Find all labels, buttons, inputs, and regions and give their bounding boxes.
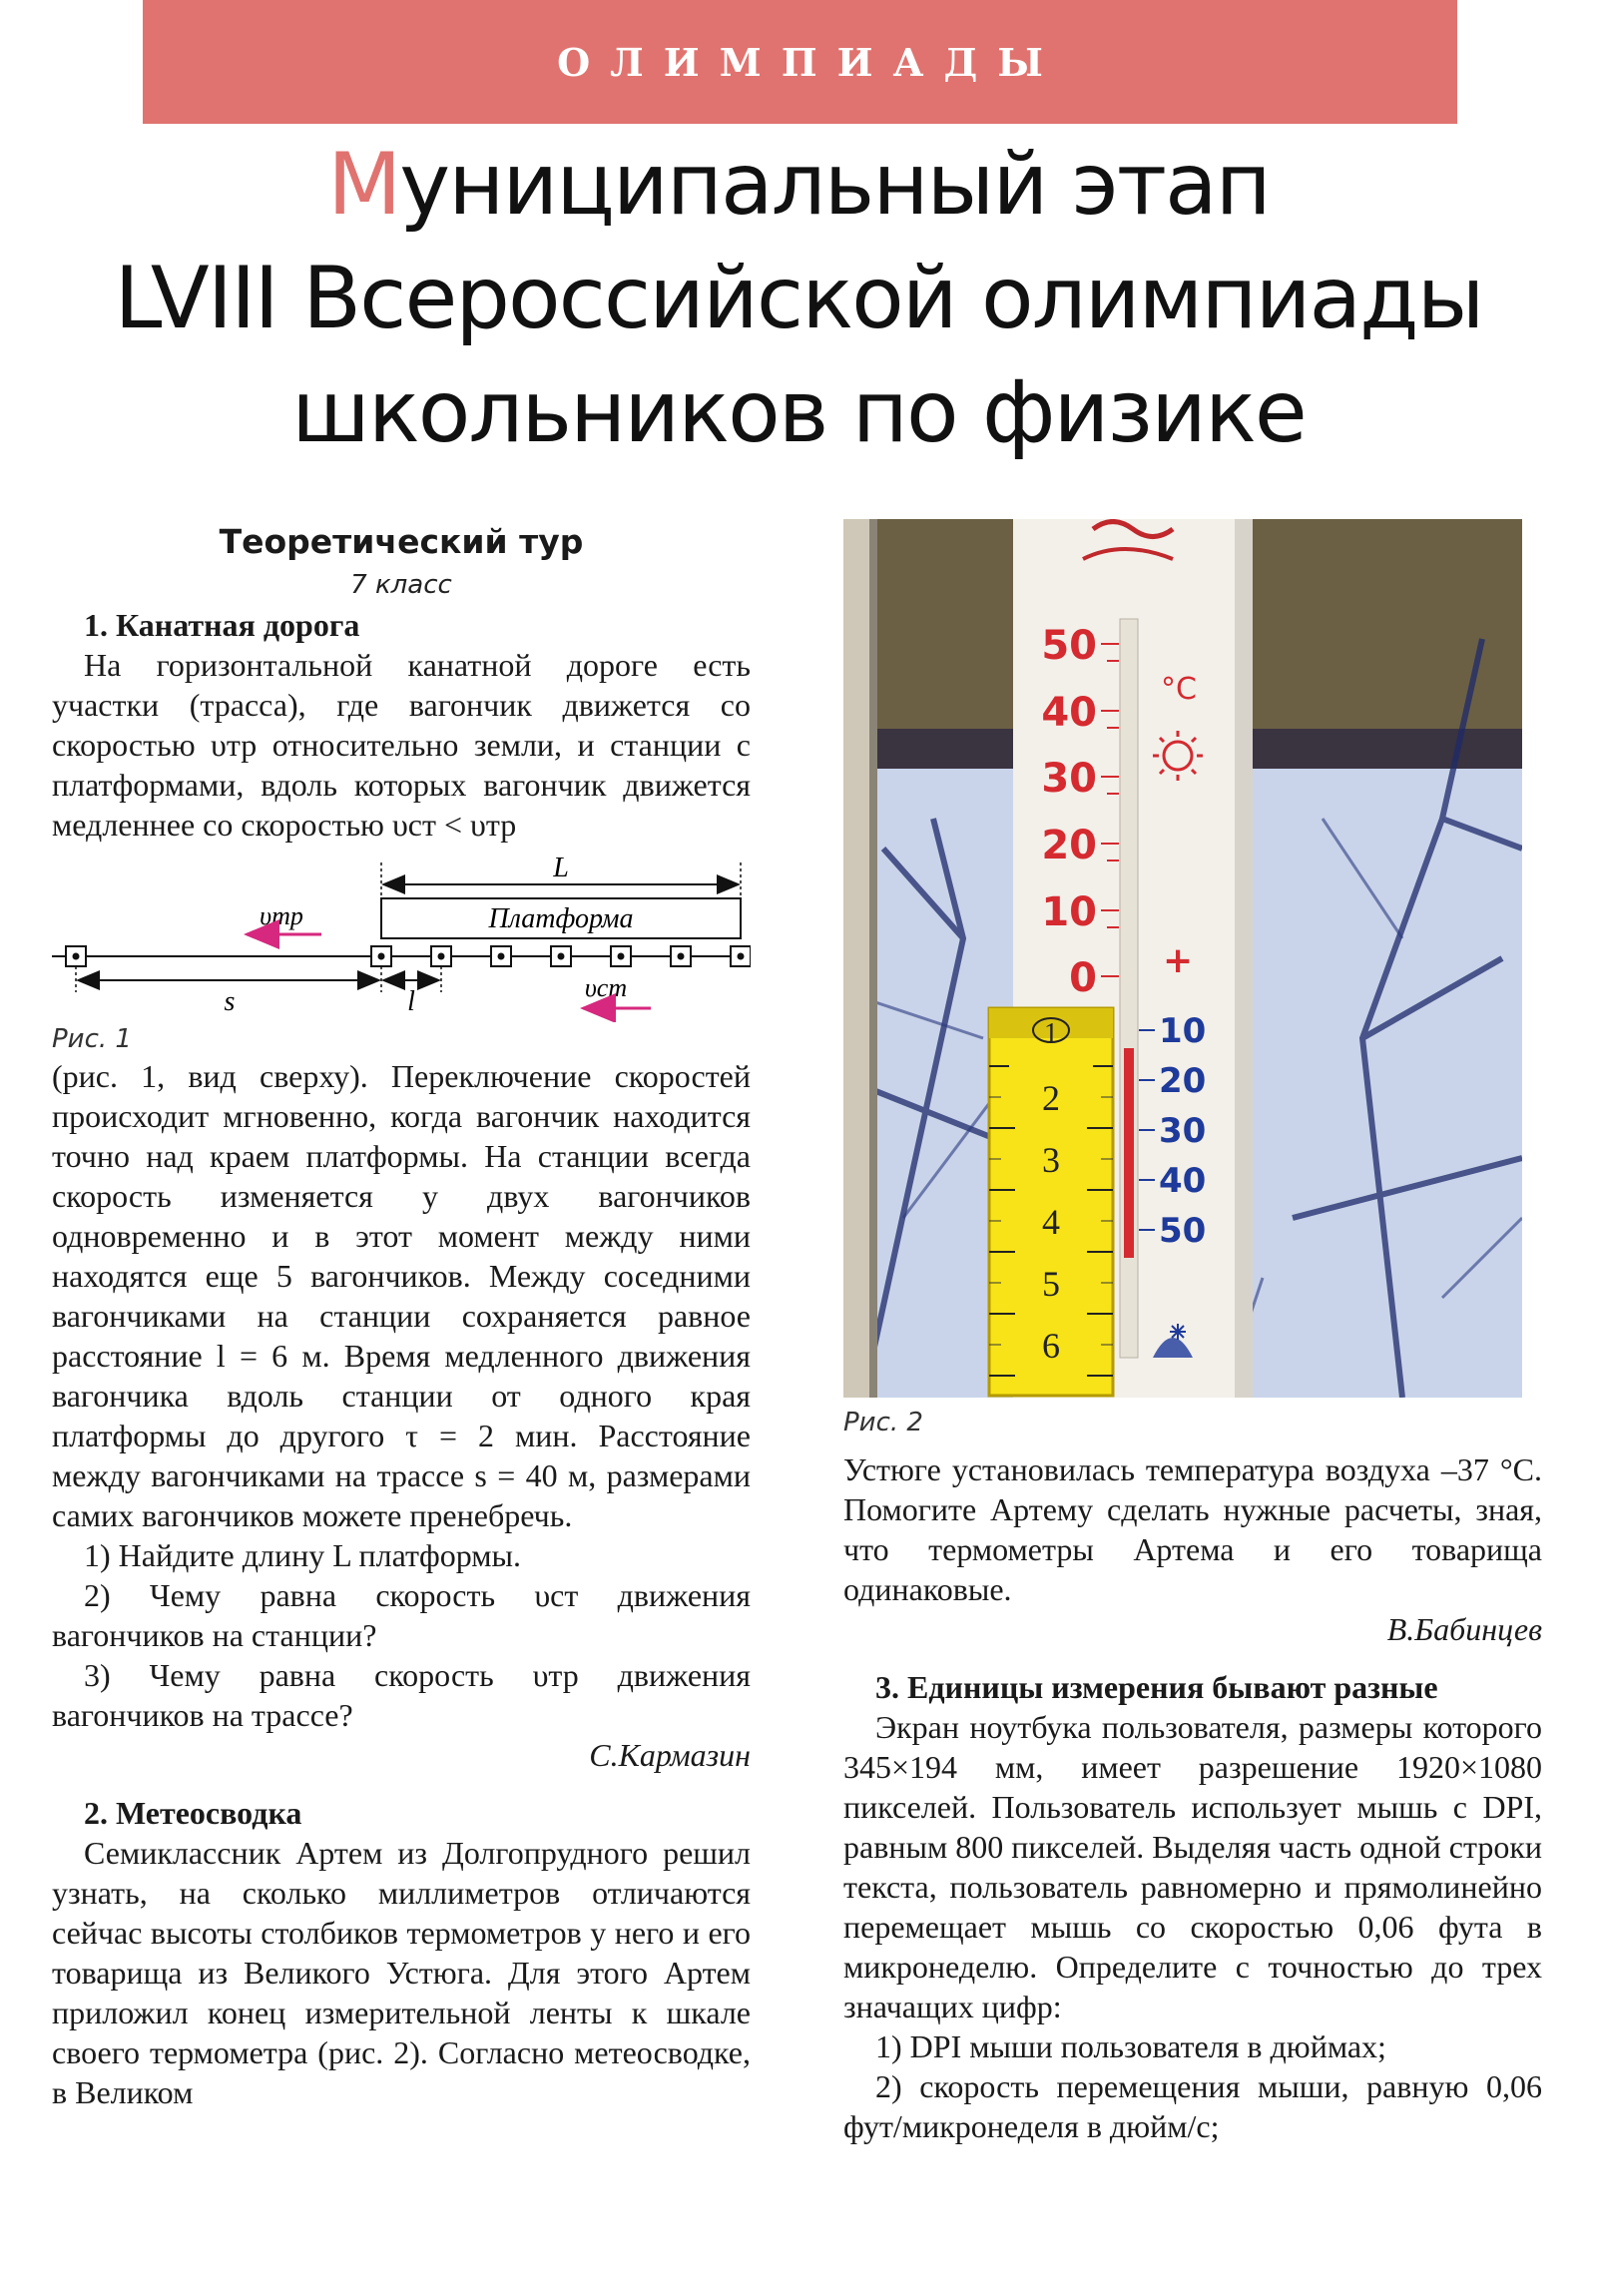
problem3-q2: 2) скорость перемещения мыши, равную 0,06 фут/микронеделя в дюйм/с; xyxy=(843,2068,1542,2144)
scale-minus-50: 50 xyxy=(1159,1211,1207,1251)
problem2-author: В.Бабинцев xyxy=(1386,1611,1542,1647)
problem1-q2: 2) Чему равна скорость υст движения вагончиков на станции? xyxy=(52,1577,751,1653)
title-line1: униципальный этап xyxy=(399,135,1270,235)
grade-label: 7 класс xyxy=(350,570,452,600)
problem3-q1: 1) DPI мыши пользователя в дюймах; xyxy=(875,2028,1386,2064)
fig1-label-l: l xyxy=(407,986,415,1017)
tape-mark-2: 2 xyxy=(1042,1078,1060,1118)
scale-plus-50: 50 xyxy=(1041,623,1097,669)
figure-2-thermometer-photo xyxy=(843,519,1522,1398)
problem1-heading: 1. Канатная дорога xyxy=(84,607,360,643)
problem1-q3: 3) Чему равна скорость υтр движения вагончиков на трассе? xyxy=(52,1657,751,1733)
banner-label: ОЛИМПИАДЫ xyxy=(557,39,1063,85)
snowflake-icon xyxy=(1170,1324,1186,1340)
problem1-author: С.Кармазин xyxy=(589,1737,751,1773)
tour-heading: Теоретический тур xyxy=(219,522,584,561)
fig1-label-vst: υст xyxy=(584,973,628,1002)
problem1-text-a: На горизонтальной канатной дороге есть участки (трасса), где вагончик движется со скоростью υтр относительно земли, и станции с платформами, вдоль которых вагончик движется медленнее со скоростью υст < υтр xyxy=(52,647,751,843)
fig1-label-L: L xyxy=(553,853,569,883)
scale-unit: °C xyxy=(1161,672,1197,707)
left-column xyxy=(52,519,751,2112)
title-line2: LVIII Всероссийской олимпиады xyxy=(114,249,1483,348)
scale-plus-40: 40 xyxy=(1041,690,1097,736)
figure-1-diagram xyxy=(52,853,751,1022)
scale-plus-0: 0 xyxy=(1069,955,1097,1001)
title-initial: М xyxy=(327,135,400,235)
tape-mark-1: 1 xyxy=(1044,1018,1058,1049)
problem2-text-b: Устюге установилась температура воздуха –37 °С. Помогите Артему сделать нужные расчеты, зная, что термометры Артема и его товарища одинаковые. xyxy=(843,1451,1542,1607)
figure-2-caption: Рис. 2 xyxy=(843,1408,923,1437)
tape-mark-5: 5 xyxy=(1042,1264,1060,1304)
problem3-heading: 3. Единицы измерения бывают разные xyxy=(875,1669,1438,1705)
right-column xyxy=(843,519,1542,2146)
problem2-text-a: Семиклассник Артем из Долгопрудного решил узнать, на сколько миллиметров отличаются сейчас высоты столбиков термометров у него и его товарища из Великого Устюга. Для этого Артем приложил конец измерительной ленты к шкале своего термометра (рис. 2). Согласно метеосводке, в Великом xyxy=(52,1835,751,2110)
scale-plus-20: 20 xyxy=(1041,823,1097,868)
scale-plus-sign: + xyxy=(1163,940,1194,981)
fig1-label-platform: Платформа xyxy=(488,903,634,934)
fig1-label-s: s xyxy=(224,986,236,1017)
problem1-q1: 1) Найдите длину L платформы. xyxy=(84,1537,521,1573)
problem1-text-b: (рис. 1, вид сверху). Переключение скоростей происходит мгновенно, когда вагончик находится точно над краем платформы. На станции всегда скорость изменяется у двух вагончиков одновременно и в этот момент между ними находятся еще 5 вагончиков. Между соседними вагончиками на станции сохраняется равное расстояние l = 6 м. Время медленного движения вагончика вдоль станции от одного края платформы до другого τ = 2 мин. Расстояние между вагончиками на трассе s = 40 м, размерами самих вагончиков можете пренебречь. xyxy=(52,1058,751,1533)
scale-minus-10: 10 xyxy=(1159,1011,1207,1051)
scale-minus-40: 40 xyxy=(1159,1161,1207,1201)
tape-mark-6: 6 xyxy=(1042,1326,1060,1366)
tape-mark-3: 3 xyxy=(1042,1140,1060,1180)
title-line3: школьников по физике xyxy=(291,362,1306,462)
scale-minus-30: 30 xyxy=(1159,1111,1207,1151)
article-title xyxy=(60,128,1537,469)
figure-1-caption: Рис. 1 xyxy=(52,1024,132,1054)
fig1-label-vtr: υтр xyxy=(260,901,303,930)
section-banner xyxy=(143,0,1457,124)
scale-minus-20: 20 xyxy=(1159,1061,1207,1101)
tape-mark-4: 4 xyxy=(1042,1202,1060,1242)
scale-plus-10: 10 xyxy=(1041,889,1097,935)
problem3-text: Экран ноутбука пользователя, размеры которого 345×194 мм, имеет разрешение 1920×1080 пикселей. Пользователь использует мышь с DPI, равным 800 пикселей. Выделяя часть одной строки текста, пользователь равномерно и прямолинейно перемещает мышь со скоростью 0,06 фута в микронеделю. Определите с точностью до трех значащих цифр: xyxy=(843,1709,1542,2024)
problem2-heading: 2. Метеосводка xyxy=(84,1795,302,1831)
scale-plus-30: 30 xyxy=(1041,756,1097,802)
